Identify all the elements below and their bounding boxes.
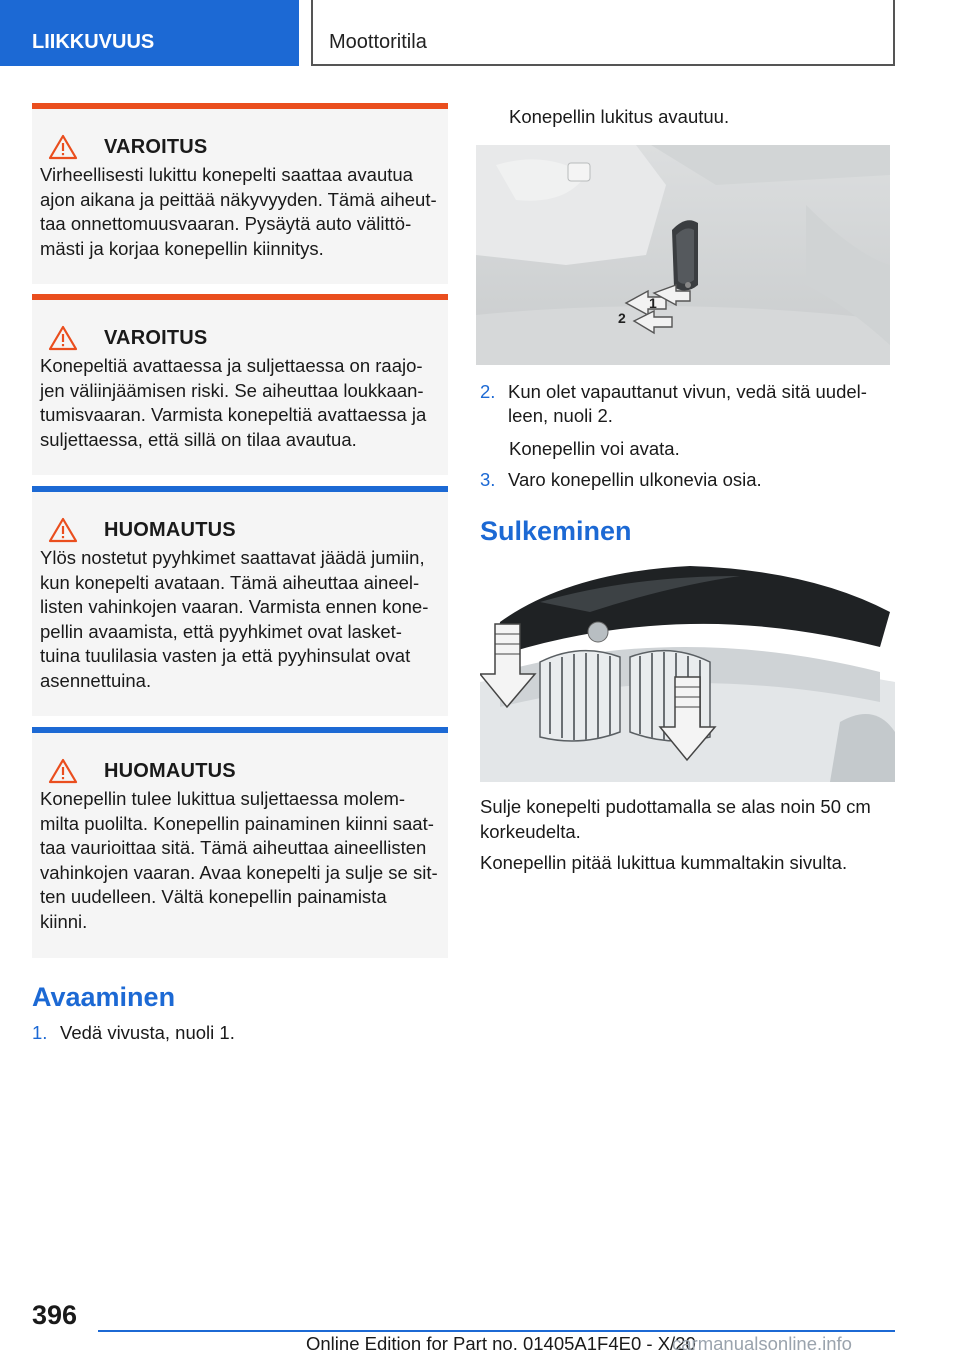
- step-text: Kun olet vapauttanut vivun, vedä sitä uudel-: [508, 381, 867, 402]
- notice-body: Ylös nostetut pyyhkimet saattavat jäädä jumiin, kun konepelti avataan. Tämä aiheuttaa aineel- listen vahinkojen vaaran. Varmista ennen kone- pellin avaamista, että pyyhkimet ovat lasket- tuina tuulilasia vasten ja että pyyhinsulat ovat asennettuina.: [40, 547, 429, 691]
- step-2-result: Konepellin voi avata.: [509, 438, 680, 459]
- step-number: 2.: [480, 381, 496, 402]
- caution-box-1: [32, 486, 448, 716]
- notice-body: Virheellisesti lukittu konepelti saattaa avautua ajon aikana ja peittää näkyvyyden. Tämä aiheut- taa onnettomuusvaaran. Pysäytä auto välittö- mästi ja korjaa konepellin kiinnitys.: [40, 164, 437, 259]
- warning-triangle-icon: [48, 134, 78, 160]
- page-number: 396: [32, 1300, 78, 1330]
- step-3: [480, 468, 896, 494]
- caution-triangle-icon: [48, 758, 78, 784]
- notice-title: HUOMAUTUS: [104, 759, 236, 782]
- notice-body: Konepellin tulee lukittua suljettaessa molem- milta puolilta. Konepellin painaminen kiinni saat- taa vaurioittaa sitä. Tämä aiheuttaa aineellisten vahinkojen vaaran. Avaa konepelti ja sulje se sit- ten uudelleen. Vältä konepellin painamista kiinni.: [40, 788, 438, 932]
- step-1: [32, 1021, 448, 1047]
- step-number: 1.: [32, 1022, 48, 1043]
- warning-box-1: [32, 103, 448, 284]
- notice-body: Konepeltiä avattaessa ja suljettaessa on raajo- jen väliinjäämisen riski. Se aiheuttaa loukkaan- tumisvaaran. Varmista konepeltiä avattaessa ja suljettaessa, että sillä on tilaa avautua.: [40, 355, 427, 450]
- closing-hood-figure: [480, 562, 895, 782]
- step-text: Vedä vivusta, nuoli 1.: [60, 1022, 235, 1043]
- closing-heading: Sulkeminen: [480, 516, 632, 546]
- step-1-result: Konepellin lukitus avautuu.: [509, 106, 730, 127]
- caution-box-2: [32, 727, 448, 958]
- step-text: Varo konepellin ulkonevia osia.: [508, 469, 762, 490]
- closing-paragraph-2: Konepellin pitää lukittua kummaltakin sivulta.: [480, 852, 848, 873]
- step-text: leen, nuoli 2.: [508, 405, 613, 426]
- footer-edition: Online Edition for Part no. 01405A1F4E0 - X/20: [306, 1333, 696, 1354]
- section-tab: LIIKKUVUUS: [0, 0, 299, 66]
- warning-box-2: [32, 294, 448, 475]
- closing-paragraph-1: Sulje konepelti pudottamalla se alas noin 50 cm korkeudelta.: [480, 796, 871, 842]
- footer-watermark: carmanualsonline.info: [672, 1333, 852, 1354]
- hood-release-lever-figure: [476, 145, 890, 365]
- notice-title: VAROITUS: [104, 135, 208, 158]
- opening-heading: Avaaminen: [32, 982, 176, 1012]
- step-number: 3.: [480, 469, 496, 490]
- chapter-title: Moottoritila: [311, 0, 895, 66]
- caution-triangle-icon: [48, 517, 78, 543]
- step-2: [480, 380, 896, 432]
- notice-title: HUOMAUTUS: [104, 518, 236, 541]
- warning-triangle-icon: [48, 325, 78, 351]
- arrow-label-2: 2: [618, 310, 626, 326]
- footer-rule: [98, 1330, 895, 1332]
- arrow-label-1: 1: [649, 295, 657, 311]
- notice-title: VAROITUS: [104, 326, 208, 349]
